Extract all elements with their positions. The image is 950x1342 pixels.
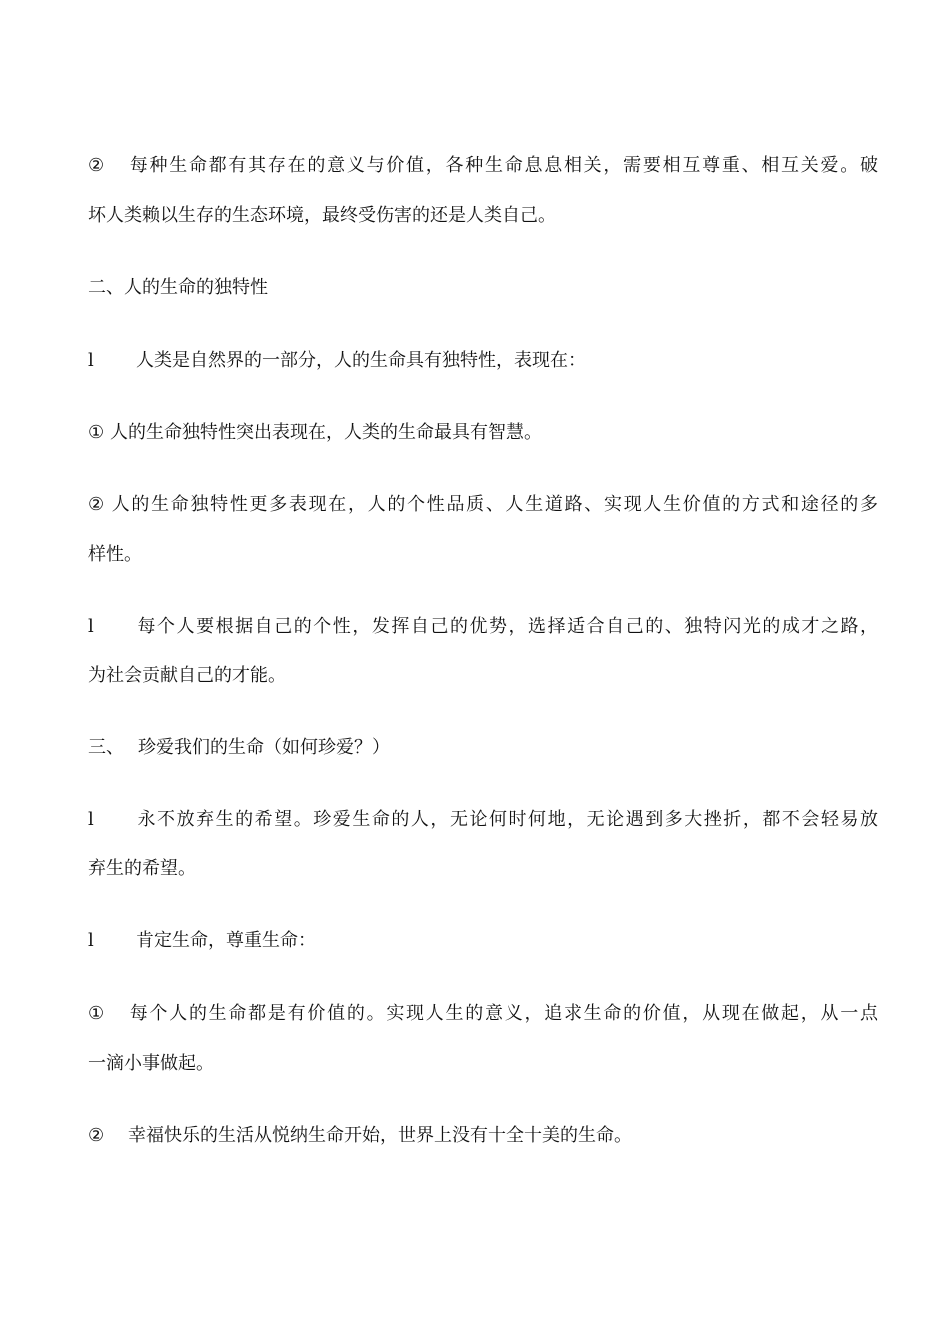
section-heading-marker: 三、 bbox=[88, 737, 124, 758]
bullet-marker: l bbox=[88, 809, 94, 830]
paragraph-line bbox=[88, 154, 878, 178]
paragraph-marker: ② bbox=[88, 155, 105, 176]
paragraph-text: 人类是自然界的一部分，人的生命具有独特性，表现在： bbox=[136, 350, 586, 371]
paragraph-line bbox=[88, 543, 878, 567]
paragraph-text: 弃生的希望。 bbox=[88, 858, 196, 879]
paragraph-text: 样性。 bbox=[88, 544, 142, 565]
paragraph-text: 为社会贡献自己的才能。 bbox=[88, 665, 286, 686]
paragraph-text: 肯定生命，尊重生命： bbox=[136, 930, 316, 951]
paragraph-line bbox=[88, 1052, 878, 1076]
paragraph-marker: ① bbox=[88, 1003, 105, 1024]
paragraph-text: 人的生命独特性更多表现在，人的个性品质、人生道路、实现人生价值的方式和途径的多 bbox=[110, 494, 878, 515]
paragraph-text: 永不放弃生的希望。珍爱生命的人，无论何时何地，无论遇到多大挫折，都不会轻易放 bbox=[136, 809, 878, 830]
paragraph-line bbox=[88, 421, 878, 445]
section-heading-text: 二、人的生命的独特性 bbox=[88, 277, 268, 298]
paragraph-text: 人的生命独特性突出表现在，人类的生命最具有智慧。 bbox=[110, 422, 542, 443]
paragraph-text: 坏人类赖以生存的生态环境，最终受伤害的还是人类自己。 bbox=[88, 205, 556, 226]
bullet-marker: l bbox=[88, 350, 94, 371]
paragraph-line bbox=[88, 349, 878, 373]
paragraph-line bbox=[88, 1002, 878, 1026]
paragraph-line bbox=[88, 615, 878, 639]
paragraph-text: 幸福快乐的生活从悦纳生命开始，世界上没有十全十美的生命。 bbox=[128, 1125, 632, 1146]
bullet-marker: l bbox=[88, 616, 94, 637]
paragraph-marker: ② bbox=[88, 1125, 105, 1146]
paragraph-line bbox=[88, 204, 878, 228]
paragraph-line bbox=[88, 929, 878, 953]
paragraph-line bbox=[88, 1124, 878, 1148]
section-heading bbox=[88, 276, 878, 300]
paragraph-text: 每个人的生命都是有价值的。实现人生的意义，追求生命的价值，从现在做起，从一点 bbox=[128, 1003, 878, 1024]
paragraph-text: 一滴小事做起。 bbox=[88, 1053, 214, 1074]
paragraph-line bbox=[88, 857, 878, 881]
paragraph-text: 每种生命都有其存在的意义与价值，各种生命息息相关，需要相互尊重、相互关爱。破 bbox=[128, 155, 878, 176]
paragraph-line bbox=[88, 664, 878, 688]
section-heading bbox=[88, 736, 878, 760]
section-heading-text: 珍爱我们的生命（如何珍爱？） bbox=[138, 737, 390, 758]
paragraph-line bbox=[88, 493, 878, 517]
paragraph-line bbox=[88, 808, 878, 832]
paragraph-text: 每个人要根据自己的个性，发挥自己的优势，选择适合自己的、独特闪光的成才之路， bbox=[136, 616, 878, 637]
paragraph-marker: ① bbox=[88, 422, 105, 443]
bullet-marker: l bbox=[88, 930, 94, 951]
paragraph-marker: ② bbox=[88, 494, 105, 515]
